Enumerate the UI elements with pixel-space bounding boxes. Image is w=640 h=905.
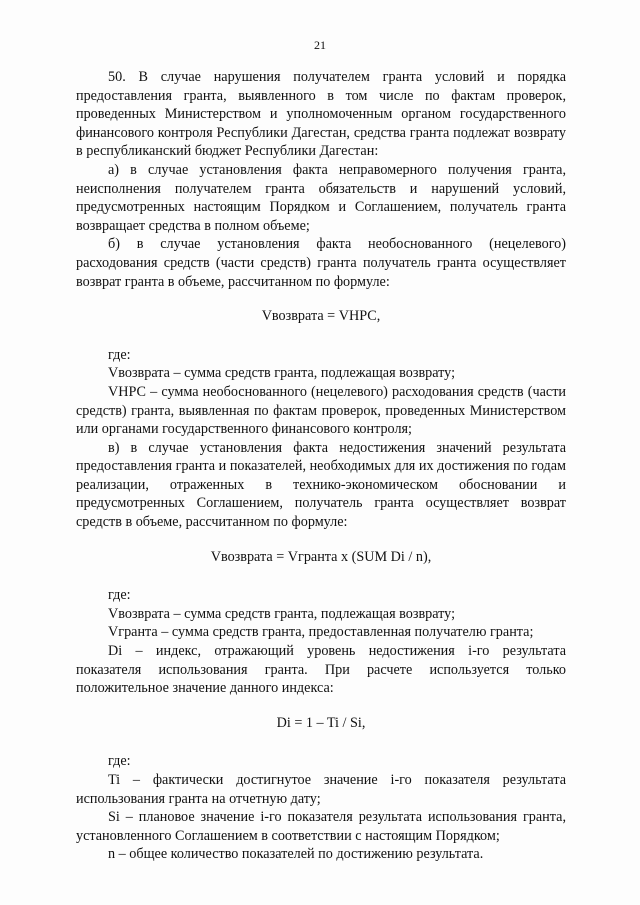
where-label-2: где:: [108, 587, 131, 604]
definition-vgranta: Vгранта – сумма средств гранта, предоставленная получателю гранта;: [108, 624, 534, 641]
where-label-3: где:: [108, 753, 131, 770]
paragraph-50: 50. В случае нарушения получателем гранта условий и порядка предоставления гранта, выявленного в том числе по фактам проверок, проведенных Министерством и уполномоченным органом государственного финансового контроля Республики Дагестан, средства гранта подлежат возврату в республиканский бюджет Республики Дагестан:: [76, 69, 566, 160]
definition-vnrs: VНРС – сумма необоснованного (нецелевого) расходования средств (части средств) гранта, выявленная по фактам проверок, проведенных Министерством или органами государственного финансового контроля;: [76, 383, 566, 438]
definition-n: n – общее количество показателей по достижению результата.: [108, 846, 484, 863]
paragraph-a: а) в случае установления факта неправомерного получения гранта, неисполнения получателем гранта обязательств и нарушений условий, предусмотренных настоящим Порядком и Соглашением, получатель гранта возвращает средства в полном объеме;: [76, 161, 566, 234]
document-body: [76, 68, 566, 864]
definition-vvozvrata-1: Vвозврата – сумма средств гранта, подлежащая возврату;: [108, 365, 456, 382]
paragraph-v: в) в случае установления факта недостижения значений результата предоставления гранта и показателей, необходимых для их достижения по годам реализации, отраженных в технико-экономическом обосновании и предусмотренных Соглашением, получатель гранта осуществляет возврат средств в объеме, рассчитанном по формуле:: [76, 439, 566, 531]
paragraph-b: б) в случае установления факта необоснованного (нецелевого) расходования средств (части средств) гранта получатель гранта осуществляет возврат гранта в объеме, рассчитанном по формуле:: [76, 236, 566, 290]
formula-1: Vвозврата = VНРС,: [261, 308, 381, 325]
page-number: 21: [314, 38, 326, 52]
definition-si: Si – плановое значение i-го показателя результата использования гранта, установленного Соглашением в соответствии с настоящим Порядком;: [76, 809, 566, 844]
formula-2: Vвозврата = Vгранта x (SUM Di / n),: [210, 548, 432, 565]
definition-di: Di – индекс, отражающий уровень недостижения i-го результата показателя использования гранта. При расчете используется только положительное значение данного индекса:: [76, 643, 566, 697]
definition-ti: Ti – фактически достигнутое значение i-го показателя результата использования гранта на отчетную дату;: [76, 772, 566, 807]
where-label-1: где:: [108, 346, 131, 363]
definition-vvozvrata-2: Vвозврата – сумма средств гранта, подлежащая возврату;: [108, 605, 456, 622]
formula-3: Di = 1 – Ti / Si,: [276, 714, 366, 731]
